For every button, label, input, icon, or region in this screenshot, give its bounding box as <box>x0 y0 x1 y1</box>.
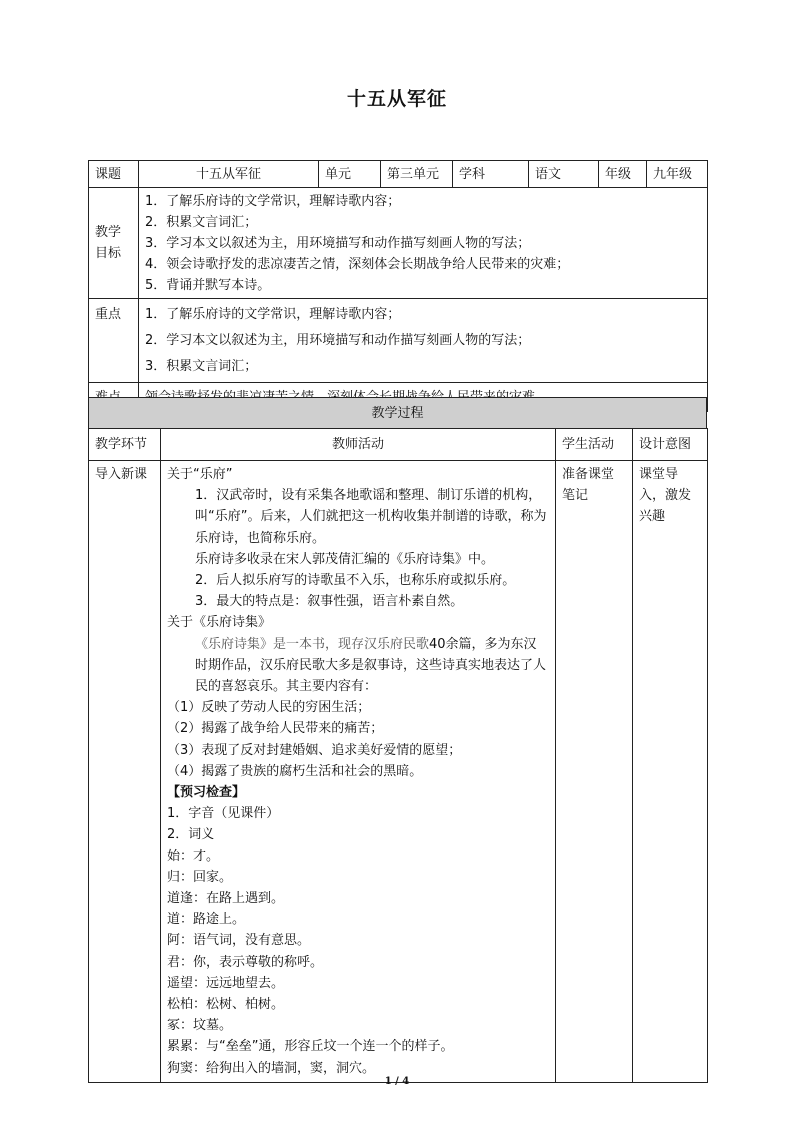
unit-value: 第三单元 <box>381 161 453 188</box>
goals-label-line: 教学 <box>95 225 122 240</box>
yuefu-paragraph: 2．后人拟乐府写的诗歌虽不入乐，也称乐府或拟乐府。 <box>195 573 516 589</box>
about-collection-heading: 关于《乐府诗集》 <box>167 615 272 631</box>
stage-cell: 导入新课 <box>89 461 161 1083</box>
key-points-label: 重点 <box>89 299 139 383</box>
stage-header: 教学环节 <box>89 429 161 461</box>
yuefu-paragraph: 3．最大的特点是：叙事性强，语言朴素自然。 <box>195 594 464 610</box>
yuefu-paragraph: 乐府诗多收录在宋人郭茂倩汇编的《乐府诗集》中。 <box>195 551 495 567</box>
preview-item: 2．词义 <box>167 827 215 843</box>
vocab-item: 道逢：在路上遇到。 <box>167 891 285 907</box>
topic-value: 十五从军征 <box>139 161 319 188</box>
unit-label: 单元 <box>319 161 381 188</box>
collection-paragraph <box>167 634 549 698</box>
subject-value: 语文 <box>529 161 599 188</box>
goal-item: 3．学习本文以叙述为主，用环境描写和动作描写刻画人物的写法； <box>145 236 531 251</box>
grade-label: 年级 <box>599 161 647 188</box>
vocab-item: 阿：语气词，没有意思。 <box>167 933 311 949</box>
design-header: 设计意图 <box>633 429 708 461</box>
grade-value: 九年级 <box>647 161 708 188</box>
vocab-item: 始：才。 <box>167 848 220 864</box>
vocab-item: 冢：坟墓。 <box>167 1018 233 1034</box>
vocab-item: 遥望：远远地望去。 <box>167 975 285 991</box>
key-points-content <box>139 299 708 383</box>
content-item: （1）反映了劳动人民的穷困生活； <box>167 700 371 716</box>
page-number: 1 / 4 <box>384 1076 410 1087</box>
content-item: （2）揭露了战争给人民带来的痛苦； <box>167 721 384 737</box>
preview-heading: 【预习检查】 <box>167 785 246 801</box>
collection-paragraph-grey: 《乐府诗集》是一本书，现存汉乐府民歌 <box>195 636 430 652</box>
vocab-item: 松柏：松树、柏树。 <box>167 997 285 1013</box>
teacher-header: 教师活动 <box>161 429 556 461</box>
teaching-process-table <box>88 428 708 1083</box>
vocab-item: 归：回家。 <box>167 869 233 885</box>
vocab-item: 狗窦：给狗出入的墙洞，窦，洞穴。 <box>167 1060 376 1076</box>
collection-paragraph-rest: 40余篇，多为东汉时期作品，汉乐府民歌大多是叙事诗，这些诗真实地表达了人民的喜怒哀乐。其主要内容有： <box>195 636 547 695</box>
key-point-item: 2．学习本文以叙述为主，用环境描写和动作描写刻画人物的写法； <box>145 333 531 348</box>
student-activity-cell: 准备课堂笔记 <box>556 461 633 1083</box>
subject-label: 学科 <box>453 161 529 188</box>
content-item: （4）揭露了贵族的腐朽生活和社会的黑暗。 <box>167 763 423 779</box>
about-yuefu-heading: 关于“乐府” <box>167 467 233 482</box>
key-point-item: 3．积累文言词汇； <box>145 359 258 374</box>
content-item: （3）表现了反对封建婚姻、追求美好爱情的愿望； <box>167 742 462 758</box>
goal-item: 4．领会诗歌抒发的悲凉凄苦之情，深刻体会长期战争给人民带来的灾难； <box>145 257 570 272</box>
yuefu-paragraph: 1．汉武帝时，设有采集各地歌谣和整理、制订乐谱的机构，叫“乐府”。后来，人们就把这一机构收集并制谱的诗歌，称为乐府诗，也简称乐府。 <box>195 488 547 546</box>
goal-item: 5．背诵并默写本诗。 <box>145 278 271 293</box>
design-intent-cell: 课堂导入，激发兴趣 <box>633 461 708 1083</box>
goals-content <box>139 188 708 299</box>
teacher-activity-cell <box>161 461 556 1083</box>
vocab-item: 累累：与“垒垒”通，形容丘坟一个连一个的样子。 <box>167 1039 454 1055</box>
process-section-title: 教学过程 <box>88 397 707 428</box>
goal-item: 2．积累文言词汇； <box>145 215 258 230</box>
page-title: 十五从军征 <box>346 88 447 110</box>
student-header: 学生活动 <box>556 429 633 461</box>
course-info-table <box>88 160 708 412</box>
goal-item: 1．了解乐府诗的文学常识，理解诗歌内容； <box>145 194 401 209</box>
goals-label-line: 目标 <box>95 246 122 261</box>
goals-label <box>89 188 139 299</box>
vocab-item: 道：路途上。 <box>167 912 246 928</box>
vocab-item: 君：你，表示尊敬的称呼。 <box>167 954 324 970</box>
preview-item: 1．字音（见课件） <box>167 806 280 822</box>
topic-label: 课题 <box>89 161 139 188</box>
key-point-item: 1．了解乐府诗的文学常识，理解诗歌内容； <box>145 307 401 322</box>
